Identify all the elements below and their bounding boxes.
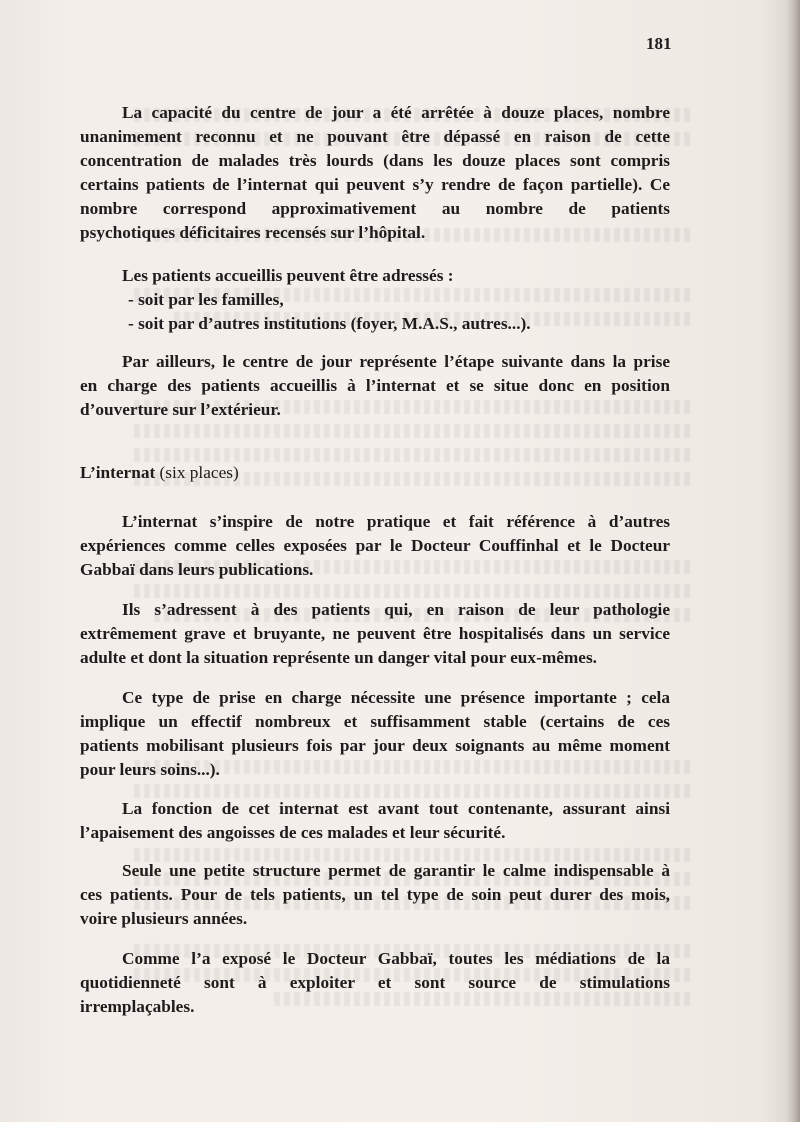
text-line: certains patients de l’internat qui peuvent s’y rendre de façon partielle). Ce xyxy=(80,175,670,194)
text-line: Par ailleurs, le centre de jour représente l’étape suivante dans la prise xyxy=(122,352,670,371)
paragraph-day-centre xyxy=(80,350,670,422)
paragraph-function xyxy=(80,797,670,845)
text-line: Gabbaï dans leurs publications. xyxy=(80,560,314,579)
paragraph-mediations xyxy=(80,947,670,1019)
paragraph-capacity xyxy=(80,101,670,245)
text-line: nombre correspond approximativement au nombre de patients xyxy=(80,199,670,218)
page-edge-shadow xyxy=(786,0,800,1122)
text-line: expériences comme celles exposées par le Docteur Couffinhal et le Docteur xyxy=(80,536,670,555)
text-line: d’ouverture sur l’extérieur. xyxy=(80,400,281,419)
text-line: Seule une petite structure permet de garantir le calme indispensable à xyxy=(122,861,670,880)
text-line: Les patients accueillis peuvent être adressés : xyxy=(122,266,454,285)
text-line: patients mobilisant plusieurs fois par jour deux soignants au même moment xyxy=(80,736,670,755)
text-line: La fonction de cet internat est avant tout contenante, assurant ainsi xyxy=(122,799,670,818)
text-line: psychotiques déficitaires recensés sur l’hôpital. xyxy=(80,223,426,242)
section-heading xyxy=(80,461,670,485)
list-item: - soit par les familles, xyxy=(128,290,284,309)
text-line: voire plusieurs années. xyxy=(80,909,248,928)
text-line: implique un effectif nombreux et suffisamment stable (certains de ces xyxy=(80,712,670,731)
heading-subtitle: (six places) xyxy=(155,463,239,482)
paragraph-internat xyxy=(80,510,670,582)
text-line: Ils s’adressent à des patients qui, en raison de leur pathologie xyxy=(122,600,670,619)
text-line: adulte et dont la situation représente un danger vital pour eux-mêmes. xyxy=(80,648,597,667)
paragraph-patients xyxy=(80,598,670,670)
paragraph-referrals xyxy=(80,264,670,336)
text-line: extrêmement grave et bruyante, ne peuvent être hospitalisés dans un service xyxy=(80,624,670,643)
heading-title: L’internat xyxy=(80,463,156,482)
text-line: ces patients. Pour de tels patients, un tel type de soin peut durer des mois, xyxy=(80,885,670,904)
paragraph-staffing xyxy=(80,686,670,782)
text-line: L’internat s’inspire de notre pratique et fait référence à d’autres xyxy=(122,512,670,531)
text-line: l’apaisement des angoisses de ces malades et leur sécurité. xyxy=(80,823,506,842)
text-line: quotidienneté sont à exploiter et sont source de stimulations xyxy=(80,973,670,992)
page-number: 181 xyxy=(646,34,672,53)
paragraph-structure xyxy=(80,859,670,931)
text-line: Ce type de prise en charge nécessite une présence importante ; cela xyxy=(122,688,670,707)
text-line: pour leurs soins...). xyxy=(80,760,220,779)
list-item: - soit par d’autres institutions (foyer, M.A.S., autres...). xyxy=(128,314,531,333)
text-line: La capacité du centre de jour a été arrêtée à douze places, nombre xyxy=(122,103,670,122)
text-line: Comme l’a exposé le Docteur Gabbaï, toutes les médiations de la xyxy=(122,949,670,968)
text-line: concentration de malades très lourds (dans les douze places sont compris xyxy=(80,151,670,170)
text-line: en charge des patients accueillis à l’internat et se situe donc en position xyxy=(80,376,670,395)
text-line: unanimement reconnu et ne pouvant être dépassé en raison de cette xyxy=(80,127,670,146)
text-line: irremplaçables. xyxy=(80,997,195,1016)
